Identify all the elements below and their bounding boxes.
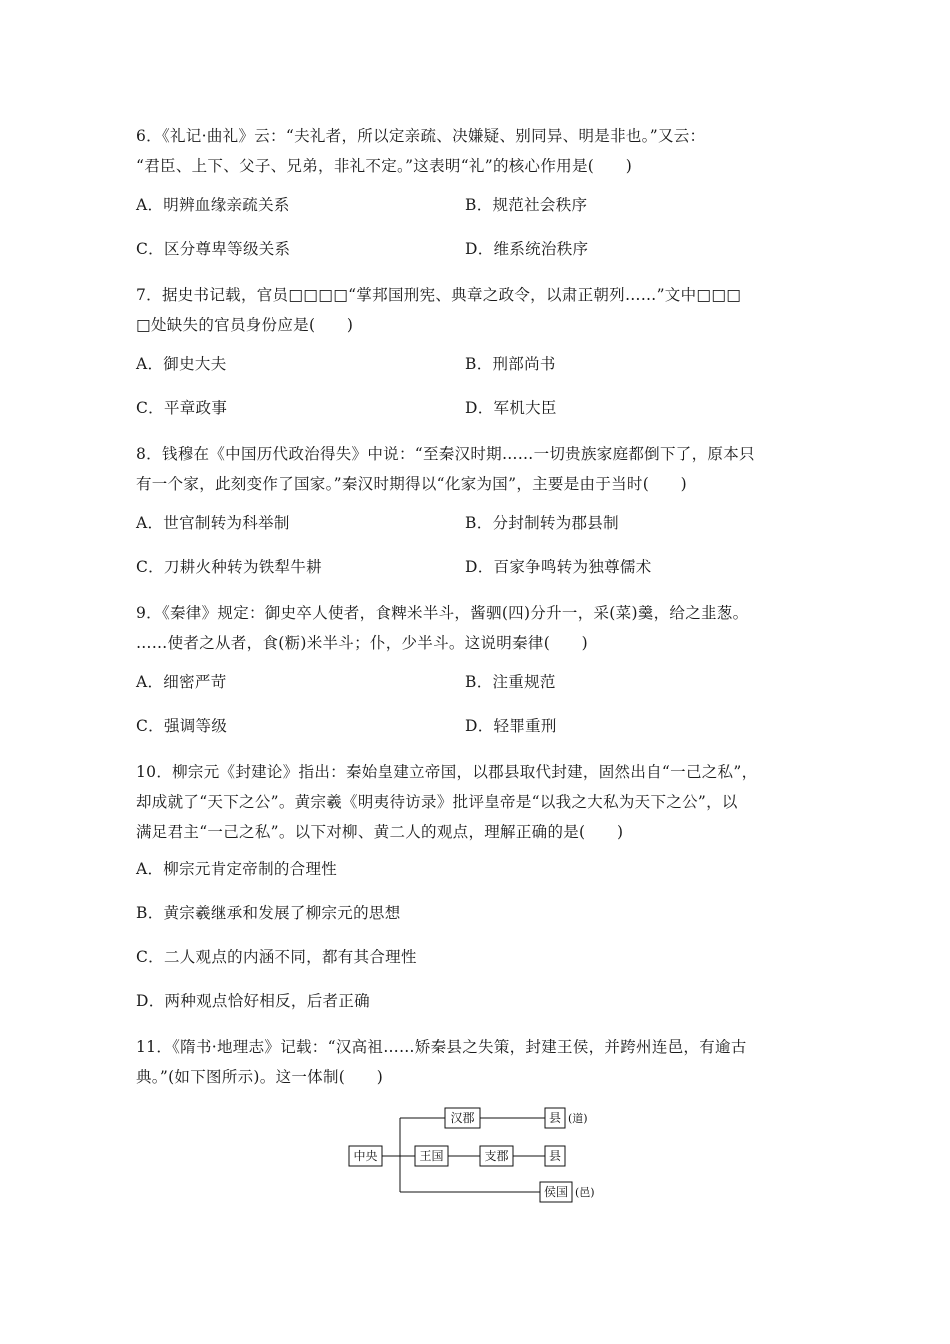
stem-line: 8．钱穆在《中国历代政治得失》中说：“至秦汉时期……一切贵族家庭都倒下了，原本只 — [136, 445, 755, 463]
node-houguo — [540, 1182, 595, 1202]
question-6-stem — [136, 121, 816, 181]
option-a: A．御史大夫 — [136, 355, 227, 373]
stem-line: 有一个家，此刻变作了国家。”秦汉时期得以“化家为国”，主要是由于当时( ) — [136, 475, 688, 493]
stem-line: ……使者之从者，食(粝)米半斗；仆，少半斗。这说明秦律( ) — [136, 634, 588, 652]
svg-text:(道): (道) — [568, 1112, 588, 1125]
option-c: C．刀耕火种转为铁犁牛耕 — [136, 558, 322, 576]
node-center — [349, 1146, 382, 1166]
option-c: C．区分尊卑等级关系 — [136, 240, 291, 258]
svg-text:县: 县 — [548, 1111, 562, 1125]
svg-text:县: 县 — [548, 1149, 562, 1163]
option-c: C．二人观点的内涵不同，都有其合理性 — [136, 948, 417, 966]
node-zhijun — [480, 1146, 513, 1166]
stem-line: 6．《礼记·曲礼》云：“夫礼者，所以定亲疏、决嫌疑、别同异、明是非也。”又云： — [136, 127, 706, 145]
svg-text:王国: 王国 — [419, 1149, 444, 1163]
stem-line: 7．据史书记载，官员□□□□“掌邦国刑宪、典章之政令，以肃正朝列……”文中□□□ — [136, 286, 742, 304]
svg-text:侯国: 侯国 — [543, 1185, 569, 1199]
option-c: C．平章政事 — [136, 399, 228, 417]
option-d: D．轻罪重刑 — [465, 717, 557, 735]
connector-lines — [382, 1118, 545, 1192]
stem-line: 11．《隋书·地理志》记载：“汉高祖……矫秦县之失策，封建王侯，并跨州连邑，有逾古 — [136, 1038, 747, 1056]
node-xian-mid — [545, 1146, 565, 1166]
option-b: B．刑部尚书 — [465, 355, 556, 373]
stem-line: 10．柳宗元《封建论》指出：秦始皇建立帝国，以郡县取代封建，固然出自“一己之私”， — [136, 763, 758, 781]
option-d: D．两种观点恰好相反，后者正确 — [136, 992, 370, 1010]
hierarchy-diagram — [340, 1100, 620, 1210]
question-8-stem — [136, 439, 816, 499]
option-b: B．注重规范 — [465, 673, 556, 691]
svg-text:(邑): (邑) — [575, 1186, 595, 1199]
option-b: B．分封制转为郡县制 — [465, 514, 619, 532]
svg-text:支郡: 支郡 — [484, 1149, 509, 1163]
option-c: C．强调等级 — [136, 717, 228, 735]
question-9-stem — [136, 598, 816, 658]
stem-line: “君臣、上下、父子、兄弟，非礼不定。”这表明“礼”的核心作用是( ) — [136, 157, 633, 175]
question-11-stem — [136, 1032, 816, 1092]
option-a: A．明辨血缘亲疏关系 — [136, 196, 290, 214]
question-7-stem — [136, 280, 816, 340]
question-10-stem — [136, 757, 816, 847]
node-wangguo — [415, 1146, 448, 1166]
option-a: A．世官制转为科举制 — [136, 514, 290, 532]
stem-line: 典。”(如下图所示)。这一体制( ) — [136, 1068, 384, 1086]
option-a: A．细密严苛 — [136, 673, 227, 691]
option-d: D．军机大臣 — [465, 399, 557, 417]
stem-line: 9．《秦律》规定：御史卒人使者，食粺米半斗，酱驷(四)分升一，采(菜)羹，给之韭葱。 — [136, 604, 749, 622]
stem-line: 却成就了“天下之公”。黄宗羲《明夷待访录》批评皇帝是“以我之大私为天下之公”，以 — [136, 793, 738, 811]
option-b: B．规范社会秩序 — [465, 196, 588, 214]
option-b: B．黄宗羲继承和发展了柳宗元的思想 — [136, 904, 401, 922]
svg-text:中央: 中央 — [353, 1149, 378, 1163]
svg-text:汉郡: 汉郡 — [450, 1111, 475, 1125]
option-d: D．百家争鸣转为独尊儒术 — [465, 558, 652, 576]
node-hanjun — [445, 1108, 480, 1128]
stem-line: □处缺失的官员身份应是( ) — [136, 316, 354, 334]
option-d: D．维系统治秩序 — [465, 240, 589, 258]
stem-line: 满足君主“一己之私”。以下对柳、黄二人的观点，理解正确的是( ) — [136, 823, 624, 841]
node-xian-top — [545, 1108, 588, 1128]
option-a: A．柳宗元肯定帝制的合理性 — [136, 860, 338, 878]
